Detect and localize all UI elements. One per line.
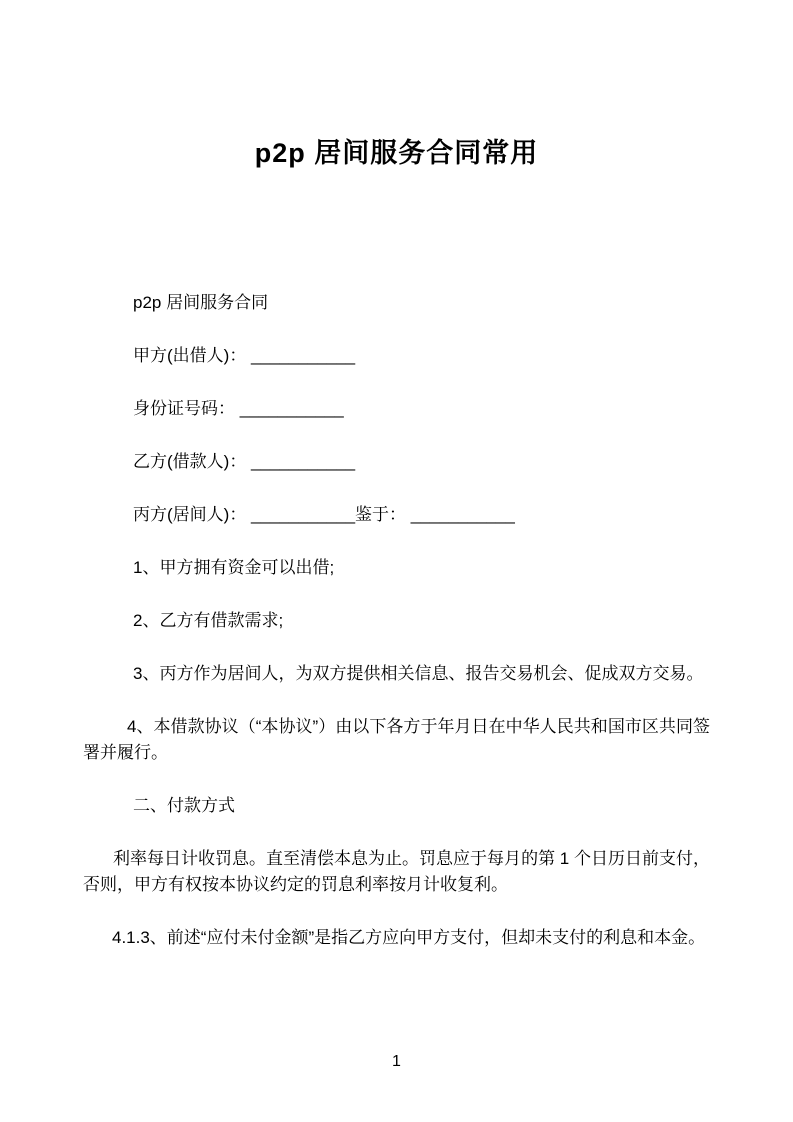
clause-4-1-3-unpaid-amount: 4.1.3、前述“应付未付金额”是指乙方应向甲方支付，但却未支付的利息和本金。 (112, 928, 706, 947)
clause-penalty-interest: 利率每日计收罚息。直至清偿本息为止。罚息应于每月的第 1 个日历日前支付，否则，甲方有权按本协议约定的罚息利率按月计收复利。 (83, 849, 710, 894)
document-title: p2p 居间服务合同常用 (254, 138, 539, 168)
paragraph-contract-name: p2p 居间服务合同 (133, 293, 269, 312)
field-party-a-lender: 甲方(出借人)： ___________ (133, 346, 356, 365)
recital-3: 3、丙方作为居间人，为双方提供相关信息、报告交易机会、促成双方交易。 (133, 664, 704, 683)
section-heading-payment-method: 二、付款方式 (133, 796, 235, 815)
field-party-c-intermediary-whereas: 丙方(居间人)： ___________鉴于： ___________ (133, 505, 515, 524)
recital-4-signing-clause: 4、本借款协议（“本协议”）由以下各方于年月日在中华人民共和国市区共同签署并履行。 (83, 717, 710, 762)
field-id-number: 身份证号码： ___________ (133, 399, 344, 418)
page-number: 1 (392, 1053, 401, 1070)
recital-2: 2、乙方有借款需求; (133, 611, 284, 630)
document-body (0, 290, 793, 951)
field-party-b-borrower: 乙方(借款人)： ___________ (133, 452, 356, 471)
recital-1: 1、甲方拥有资金可以出借; (133, 558, 335, 577)
